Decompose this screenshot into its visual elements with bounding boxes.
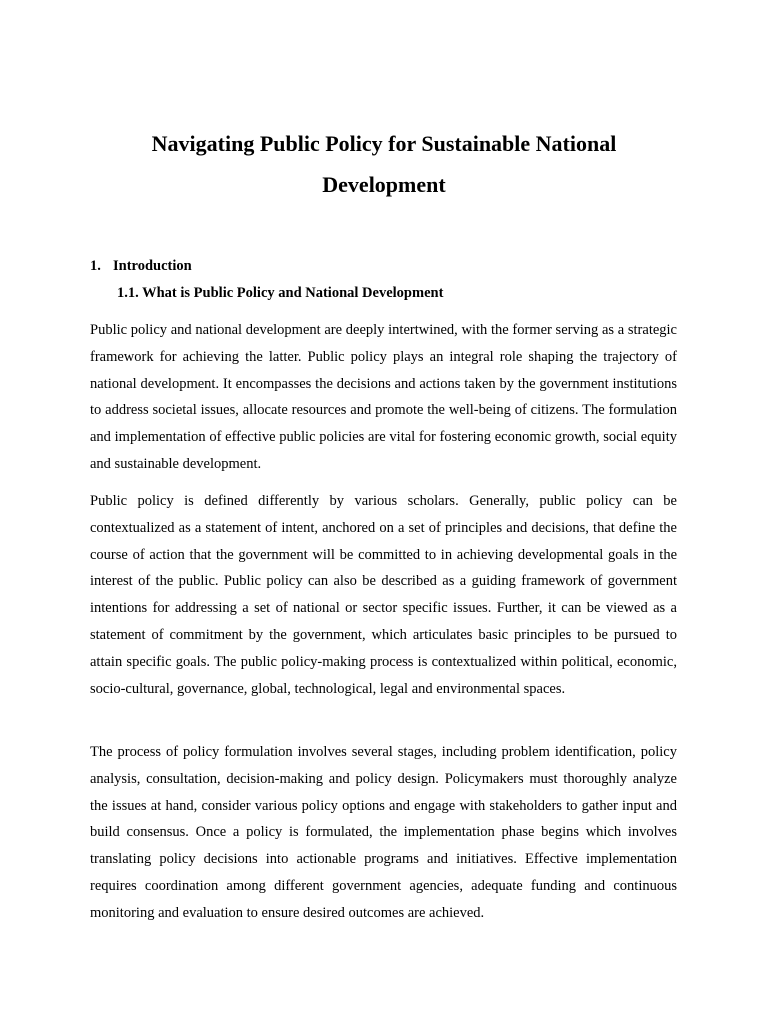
section-label: Introduction [113,258,192,274]
section-heading [90,256,192,276]
subsection-heading: 1.1. What is Public Policy and National Development [117,285,444,301]
paragraph-1: Public policy and national development are deeply intertwined, with the former serving as a strategic framework for achieving the latter. Public policy plays an integral role shaping the trajectory of national development. It encompasses the decisions and actions taken by the government institutions to address societal issues, allocate resources and promote the well-being of citizens. The formulation and implementation of effective public policies are vital for fostering economic growth, social equity and sustainable development. [90,322,677,472]
paragraph-2: Public policy is defined differently by various scholars. Generally, public policy can be contextualized as a statement of intent, anchored on a set of principles and decisions, that define the course of action that the government will be committed to in achieving developmental goals in the interest of the public. Public policy can also be described as a guiding framework of government intentions for addressing a set of national or sector specific issues. Further, it can be viewed as a statement of commitment by the government, which articulates basic principles to be pursued to attain specific goals. The public policy-making process is contextualized within political, economic, socio-cultural, governance, global, technological, legal and environmental spaces. [90,493,677,697]
document-title [90,123,678,205]
section-number: 1. [90,258,101,274]
title-line-2: Development [322,172,446,197]
paragraph-3: The process of policy formulation involves several stages, including problem identification, policy analysis, consultation, decision-making and policy design. Policymakers must thoroughly analyze the issues at hand, consider various policy options and engage with stakeholders to gather input and build consensus. Once a policy is formulated, the implementation phase begins which involves translating policy decisions into actionable programs and initiatives. Effective implementation requires coordination among different government agencies, adequate funding and continuous monitoring and evaluation to ensure desired outcomes are achieved. [90,744,677,921]
title-line-1: Navigating Public Policy for Sustainable National [151,131,617,156]
